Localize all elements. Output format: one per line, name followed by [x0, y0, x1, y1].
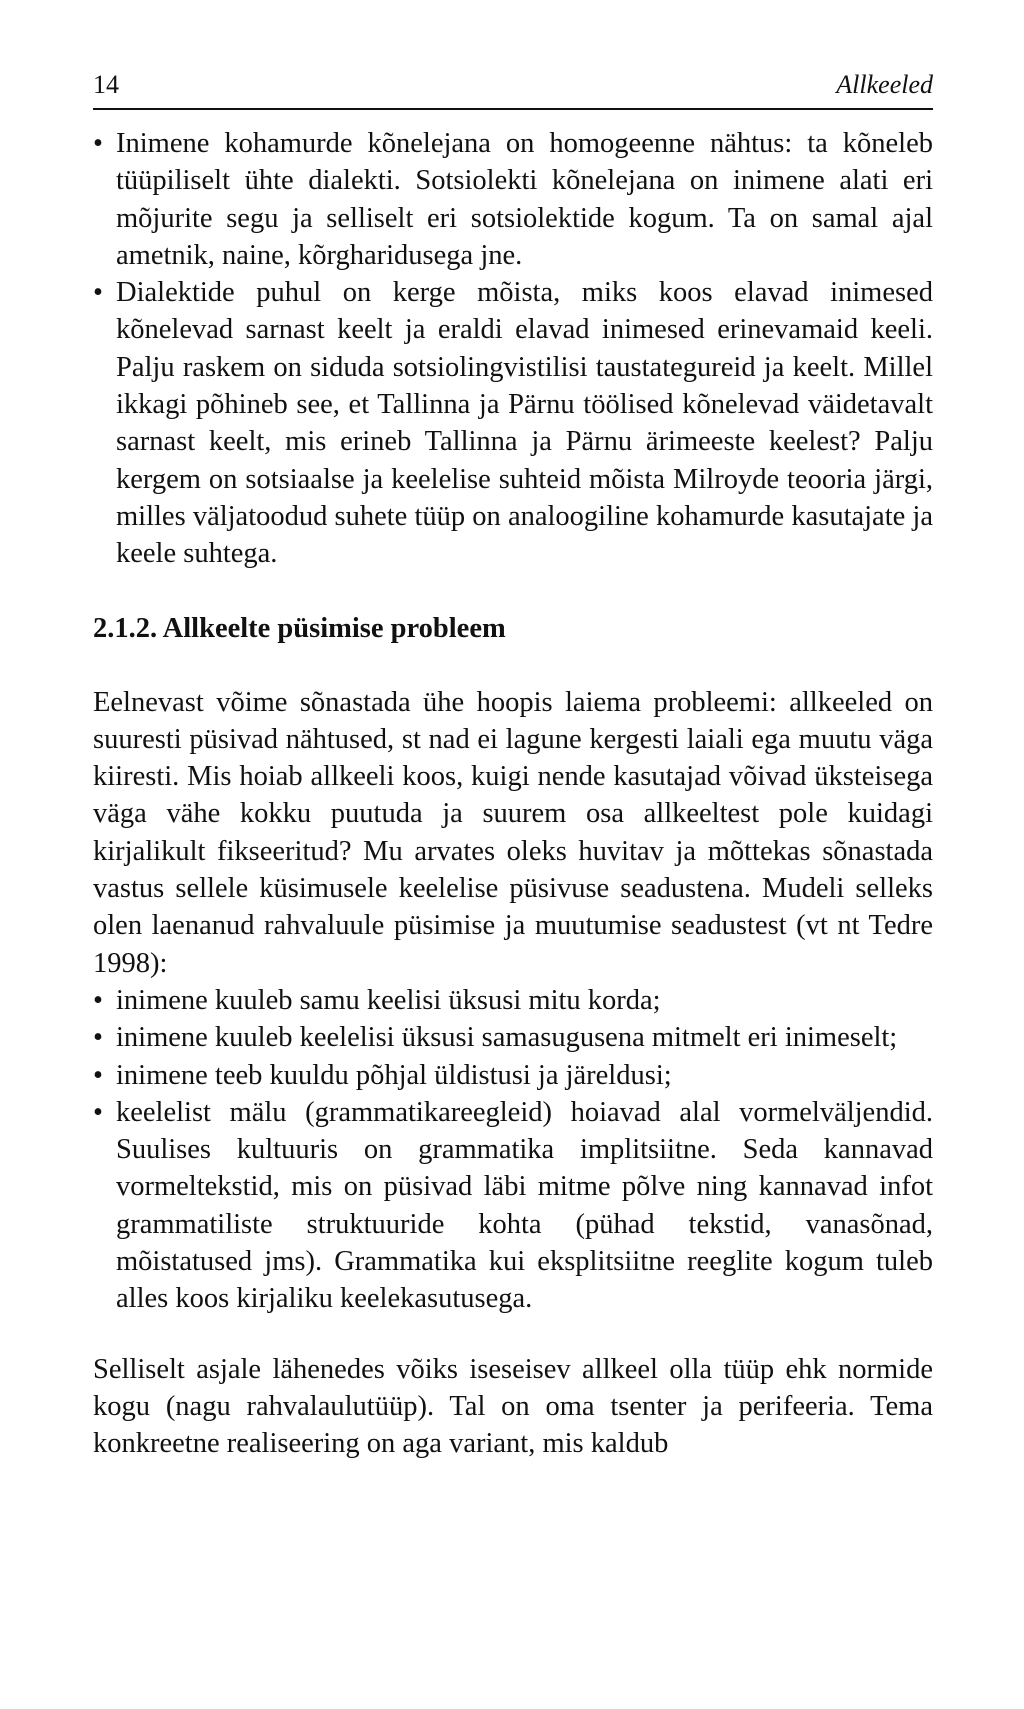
page-number: 14 — [93, 70, 119, 99]
laws-bullet-list — [93, 982, 933, 1318]
running-title: Allkeeled — [836, 70, 933, 99]
running-head — [93, 68, 933, 110]
body-paragraph: Selliselt asjale lähenedes võiks iseseisev allkeel olla tüüp ehk normide kogu (nagu rahvalaulutüüp). Tal on oma tsenter ja perifeeria. Tema konkreetne realiseering on aga variant, mis kaldub — [93, 1353, 933, 1460]
list-item: • inimene teeb kuuldu põhjal üldistusi ja järeldusi; — [93, 1057, 933, 1094]
list-item: • inimene kuuleb samu keelisi üksusi mitu korda; — [93, 982, 933, 1019]
section-heading: 2.1.2. Allkeelte püsimise probleem — [93, 612, 506, 644]
list-item: • Inimene kohamurde kõnelejana on homogeenne nähtus: ta kõneleb tüüpiliselt ühte dialekti. Sotsiolekti kõnelejana on inimene alati eri mõjurite segu ja selliselt eri sotsiolektide kogum. Ta on samal ajal ametnik, naine, kõrgharidusega jne. — [93, 125, 933, 274]
list-item: • Dialektide puhul on kerge mõista, miks koos elavad inimesed kõnelevad sarnast keelt ja eraldi elavad inimesed erinevamaid keeli. Palju raskem on siduda sotsiolingvistilisi taustategureid ja keelt. Millel ikkagi põhineb see, et Tallinna ja Pärnu töölised kõnelevad väidetavalt sarnast keelt, mis erineb Tallinna ja Pärnu ärimeeste keelest? Palju kergem on sotsiaalse ja keelelise suhteid mõista Milroyde teooria järgi, milles väljatoodud suhete tüüp on analoogiline kohamurde kasutajate ja keele suhtega. — [93, 274, 933, 572]
body-paragraph: Eelnevast võime sõnastada ühe hoopis laiema probleemi: allkeeled on suuresti püsivad nähtused, st nad ei lagune kergesti laiali ega muutu väga kiiresti. Mis hoiab allkeeli koos, kuigi nende kasutajad võivad üksteisega väga vähe kokku puutuda ja suurem osa allkeeltest pole kuidagi kirjalikult fikseeritud? Mu arvates oleks huvitav ja mõttekas sõnastada vastus sellele küsimusele keelelise püsivuse seadustena. Mudeli selleks olen laenanud rahvaluule püsimise ja muutumise seadustest (vt nt Tedre 1998): — [93, 686, 933, 979]
list-item: • keelelist mälu (grammatikareegleid) hoiavad alal vormelväljendid. Suulises kultuuris on grammatika implitsiitne. Seda kannavad vormeltekstid, mis on püsivad läbi mitme põlve ning kannavad infot grammatiliste struktuuride kohta (pühad tekstid, vanasõnad, mõistatused jms). Grammatika kui eksplitsiitne reeglite kogum tuleb alles koos kirjaliku keelekasutusega. — [93, 1094, 933, 1318]
book-page — [93, 68, 933, 1463]
intro-bullet-list — [93, 125, 933, 573]
list-item: • inimene kuuleb keelelisi üksusi samasugusena mitmelt eri inimeselt; — [93, 1019, 933, 1056]
